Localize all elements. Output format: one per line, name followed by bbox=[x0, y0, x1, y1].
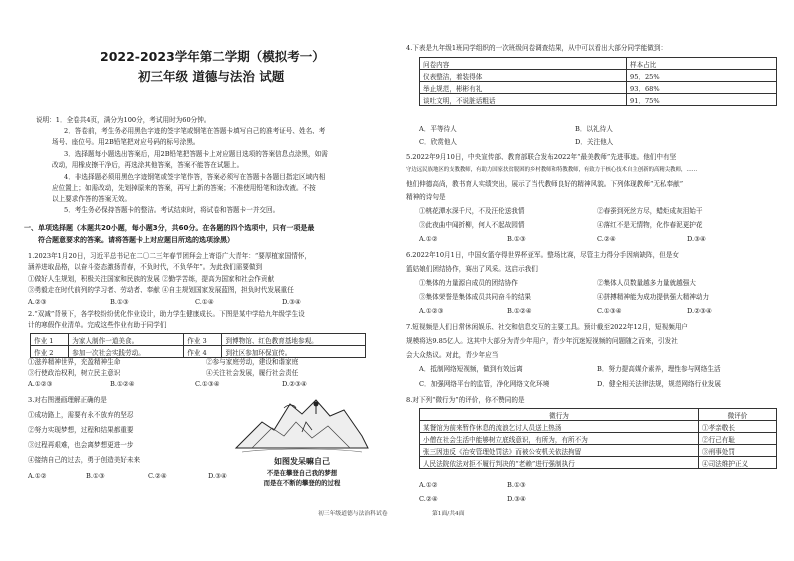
instruction-line: 3．选择题每小题选出答案后，用2B铅笔把答题卡上对应题目选项的答案信息点涂黑，如需 bbox=[64, 150, 328, 158]
table-cell: ③刑事处罚 bbox=[699, 445, 777, 457]
q6-option-d[interactable]: D.②③④ bbox=[687, 307, 712, 315]
table-row bbox=[31, 334, 366, 346]
instruction-line: 说明：1．全卷共4页，满分为100分，考试用时为60分钟。 bbox=[36, 116, 211, 124]
q8-stem: 8.对下列“微行为”的评价，你不赞同的是 bbox=[406, 396, 525, 404]
table-row bbox=[420, 457, 777, 469]
q7-option-d[interactable]: D．健全相关法律法规，规范网络行业发展 bbox=[597, 380, 721, 388]
section-heading: 一、单项选择题（本题共20小题，每小题3分，共60分。在各题的四个选项中，只有一项是最 bbox=[24, 224, 315, 232]
instruction-line: 4．非选择题必须用黑色字迹钢笔或签字笔作答，答案必须写在答题卡各题目指定区域内相 bbox=[64, 173, 326, 181]
q7-stem: 规模将达9.85亿人。这其中大部分为青少年用户，青少年沉迷短视频的问题随之而来，引发社 bbox=[406, 337, 678, 345]
q6-item: ②集体人员数量越多力量就越强大 bbox=[597, 279, 696, 287]
q1-option-d[interactable]: D.③④ bbox=[282, 298, 301, 306]
q4-option-b[interactable]: B．以礼待人 bbox=[575, 125, 613, 133]
q6-item: ③集体荣誉是集体成员共同奋斗的结果 bbox=[419, 293, 532, 301]
q8-option-a[interactable]: A.①② bbox=[419, 481, 438, 489]
q3-item: ①成功路上，需要有永不放弃的坚忍 bbox=[28, 411, 134, 419]
q6-option-a[interactable]: A.①②③ bbox=[419, 307, 444, 315]
q2-option-b[interactable]: B.①②④ bbox=[110, 380, 135, 388]
table-row bbox=[420, 58, 777, 70]
q3-option-c[interactable]: C.②④ bbox=[148, 472, 167, 480]
q6-stem: 篮姑娘们团结协作，赛出了风采。这启示我们 bbox=[406, 265, 538, 273]
table-row bbox=[420, 433, 777, 445]
q4-option-a[interactable]: A．平等待人 bbox=[419, 125, 457, 133]
q8-option-c[interactable]: C.②④ bbox=[419, 495, 438, 503]
table-header: 问卷内容 bbox=[420, 58, 627, 70]
survey-table bbox=[419, 57, 777, 106]
table-cell: 作业 4 bbox=[184, 346, 222, 358]
table-cell: ④司法维护正义 bbox=[699, 457, 777, 469]
q2-stem: 2.“双减”背景下，各学校纷纷优化作业设计，助力学生健康成长。下图是某中学给九年级学生设 bbox=[28, 310, 305, 318]
q2-stem: 计的寒假作业清单。完成这些作业有助于同学们 bbox=[28, 321, 167, 329]
q7-stem: 会大众热议。对此，青少年应当 bbox=[406, 351, 499, 359]
table-header: 样本占比 bbox=[627, 58, 777, 70]
q5-stem: 守边远民族地区的支教教师，有助力国家扶贫脱困的乡村教师和特教教师，有致力于核心技术自主创新的高精尖教师，…… bbox=[406, 167, 698, 173]
q5-item: ④落红不是无情物，化作春泥更护花 bbox=[597, 221, 703, 229]
q3-item: ②努力实现梦想，过程和结果都重要 bbox=[28, 426, 134, 434]
q1-item: ①做好人生规划，积极关注国家和民族的发展 ②勤学苦练，提高为国家和社会作贡献 bbox=[28, 275, 275, 283]
table-cell: 张三因违反《治安管理处罚法》而被公安机关依法拘留 bbox=[420, 445, 699, 457]
q2-option-d[interactable]: D.②③④ bbox=[282, 380, 307, 388]
q6-option-b[interactable]: B.①②④ bbox=[507, 307, 532, 315]
q7-option-b[interactable]: B．努力提高媒介素养，理性参与网络生活 bbox=[597, 365, 721, 373]
table-row bbox=[31, 346, 366, 358]
q4-option-c[interactable]: C．欣赏他人 bbox=[419, 138, 458, 146]
q5-item: ①桃花潭水深千尺，不及汪伦送我情 bbox=[419, 207, 525, 215]
table-cell: 某餐馆为前来暂作休息的流浪乞讨人员送上热汤 bbox=[420, 421, 699, 433]
q5-item: ②春蚕到死丝方尽，蜡炬成灰泪始干 bbox=[597, 207, 703, 215]
q2-item: ①滋养精神世界，充盈精神生命 bbox=[28, 358, 121, 366]
q5-option-d[interactable]: D.③④ bbox=[687, 235, 706, 243]
instruction-line: 应位置上；如需改动，先划掉原来的答案，再写上新的答案；不准使用铅笔和涂改液。不按 bbox=[52, 184, 316, 192]
table-row bbox=[420, 409, 777, 421]
q5-stem: 他们伸德高尚，教书育人实绩突出，展示了当代教师良好的精神风貌。下列体现教师“无私奉献” bbox=[406, 180, 684, 188]
q5-stem: 5.2022年9月10日，中央宣传部、教育部联合发布2022年“最美教师”先进事迹。他们中有坚 bbox=[406, 153, 677, 161]
q2-item: ②参与家庭劳动，建设和谐家庭 bbox=[206, 358, 299, 366]
q3-option-a[interactable]: A.①② bbox=[28, 472, 47, 480]
table-row bbox=[420, 70, 777, 82]
q4-option-d[interactable]: D．关注他人 bbox=[575, 138, 614, 146]
q5-item: ③此夜曲中闻折柳，何人不起故园情 bbox=[419, 221, 525, 229]
page-subtitle: 初三年级 道德与法治 试题 bbox=[138, 69, 285, 84]
q1-option-c[interactable]: C.①④ bbox=[195, 298, 214, 306]
q3-stem: 3.对右图漫画理解正确的是 bbox=[28, 396, 107, 404]
table-cell: 小僧在社会生活中能够树立底线意识，有所为，有所不为 bbox=[420, 433, 699, 445]
table-cell: 为家人制作一道美食。 bbox=[69, 334, 184, 346]
cartoon-caption: 而是在不断的攀登的的过程 bbox=[263, 479, 341, 487]
q2-item: ④关注社会发展，履行社会责任 bbox=[206, 369, 299, 377]
table-cell: 到博物馆、红色教育基地参观。 bbox=[222, 334, 366, 346]
table-cell: ①孝亲敬长 bbox=[699, 421, 777, 433]
table-row bbox=[420, 445, 777, 457]
instruction-line: 改动，用橡皮擦干净后，再选涂其他答案，答案不能答在试题上。 bbox=[52, 161, 244, 169]
instruction-line: 以上要求作答的答案无效。 bbox=[52, 195, 132, 203]
instruction-line: 2．答卷前，考生务必用黑色字迹的签字笔或钢笔在答题卡填写自己的准考证号、姓名、考 bbox=[64, 127, 326, 135]
cartoon-image bbox=[232, 392, 372, 504]
table-cell: 95．25% bbox=[627, 70, 777, 82]
q6-stem: 6.2022年10月1日，中国女篮夺得世界杯亚军。整场比赛，尽管主力得分手因病缺阵，但是女 bbox=[406, 251, 680, 259]
q6-item: ④拼搏精神能为成功提供强大精神动力 bbox=[597, 293, 710, 301]
table-cell: ②行己有耻 bbox=[699, 433, 777, 445]
cartoon-caption: 不是在攀登自己我的梦想 bbox=[266, 469, 338, 477]
table-cell: 参加一次社会实践劳动。 bbox=[69, 346, 184, 358]
table-cell: 91．75% bbox=[627, 94, 777, 106]
q1-item: ③勇毅走在时代前列的学习者、劳动者、奉献 ④自主规划国家发展蓝图，担负时代发展重任 bbox=[28, 286, 294, 294]
q7-option-c[interactable]: C．加强网络平台的监管，净化网络文化环境 bbox=[419, 380, 550, 388]
q2-option-c[interactable]: C.①③④ bbox=[195, 380, 220, 388]
table-cell: 作业 2 bbox=[31, 346, 69, 358]
page-title: 2022-2023学年第二学期（模拟考一） bbox=[100, 49, 325, 64]
q1-stem: 涵养进取品格，以奋斗姿态激扬青春，不负时代，不负华年”。为此我们需要做到 bbox=[28, 263, 263, 271]
footer-left: 初三年级道德与法治科试卷 bbox=[318, 511, 388, 517]
footer-page-number: 第1面/共4面 bbox=[432, 511, 465, 517]
table-row bbox=[420, 82, 777, 94]
table-cell: 人民法院依法对拒不履行判决的“老赖”进行强制执行 bbox=[420, 457, 699, 469]
q1-option-a[interactable]: A.②③ bbox=[28, 298, 47, 306]
q2-option-a[interactable]: A.①②③ bbox=[28, 380, 53, 388]
q5-stem: 精神的诗句是 bbox=[406, 193, 446, 201]
q5-option-b[interactable]: B.①③ bbox=[507, 235, 526, 243]
table-row bbox=[420, 421, 777, 433]
table-cell: 93．68% bbox=[627, 82, 777, 94]
cartoon-caption: 如图发呆嘛自己 bbox=[274, 457, 330, 466]
section-heading-cont: 符合题意要求的答案。请将答题卡上对应题目所选的选项涂黑） bbox=[38, 236, 234, 244]
q8-option-d[interactable]: D.③④ bbox=[507, 495, 526, 503]
table-cell: 到社区参加环保宣传。 bbox=[222, 346, 366, 358]
table-cell: 举止规范，彬彬有礼 bbox=[420, 82, 627, 94]
q2-item: ③行使政治权利，树立民主意识 bbox=[28, 369, 121, 377]
table-header: 微行为 bbox=[420, 409, 699, 421]
q5-option-c[interactable]: C.②④ bbox=[597, 235, 616, 243]
homework-table bbox=[30, 333, 366, 358]
q1-option-b[interactable]: B.①③ bbox=[110, 298, 129, 306]
table-cell: 仪表整洁，着装得体 bbox=[420, 70, 627, 82]
q3-option-b[interactable]: B.①③ bbox=[86, 472, 105, 480]
q3-item: ③过程再艰难，也会离梦想更进一步 bbox=[28, 441, 134, 449]
q4-stem: 4.下表是九年级1班同学组织的一次班级问卷调查结果，从中可以看出大部分同学能做到： bbox=[406, 44, 668, 52]
table-cell: 作业 1 bbox=[31, 334, 69, 346]
q5-option-a[interactable]: A.①② bbox=[419, 235, 438, 243]
table-cell: 谈吐文明，不说脏话粗话 bbox=[420, 94, 627, 106]
q3-item: ④接纳自己的过去，勇于创造美好未来 bbox=[28, 456, 141, 464]
table-header: 微评价 bbox=[699, 409, 777, 421]
instruction-line: 场号、座位号。用2B铅笔把对应号码的标号涂黑。 bbox=[52, 138, 200, 146]
q6-item: ①集体的力量源自成员的团结协作 bbox=[419, 279, 518, 287]
q6-option-c[interactable]: C.①③④ bbox=[597, 307, 622, 315]
q3-option-d[interactable]: D.③④ bbox=[208, 472, 227, 480]
q7-option-a[interactable]: A．抵制网络短视频，做到有效远离 bbox=[419, 365, 523, 373]
q7-stem: 7.短视频是人们日常休闲娱乐、社交和信息交互的主要工具。预计截至2022年12月，短视频用户 bbox=[406, 323, 689, 331]
q1-stem: 1.2023年1月20日，习近平总书记在二〇二三年春节团拜会上寄语广大青年：“要厚植家国情怀， bbox=[28, 252, 311, 260]
micro-behavior-table bbox=[419, 408, 777, 469]
table-cell: 作业 3 bbox=[184, 334, 222, 346]
table-row bbox=[420, 94, 777, 106]
q8-option-b[interactable]: B.①③ bbox=[507, 481, 526, 489]
instruction-line: 5．考生务必保持答题卡的整洁。考试结束时，将试卷和答题卡一并交回。 bbox=[64, 206, 280, 214]
